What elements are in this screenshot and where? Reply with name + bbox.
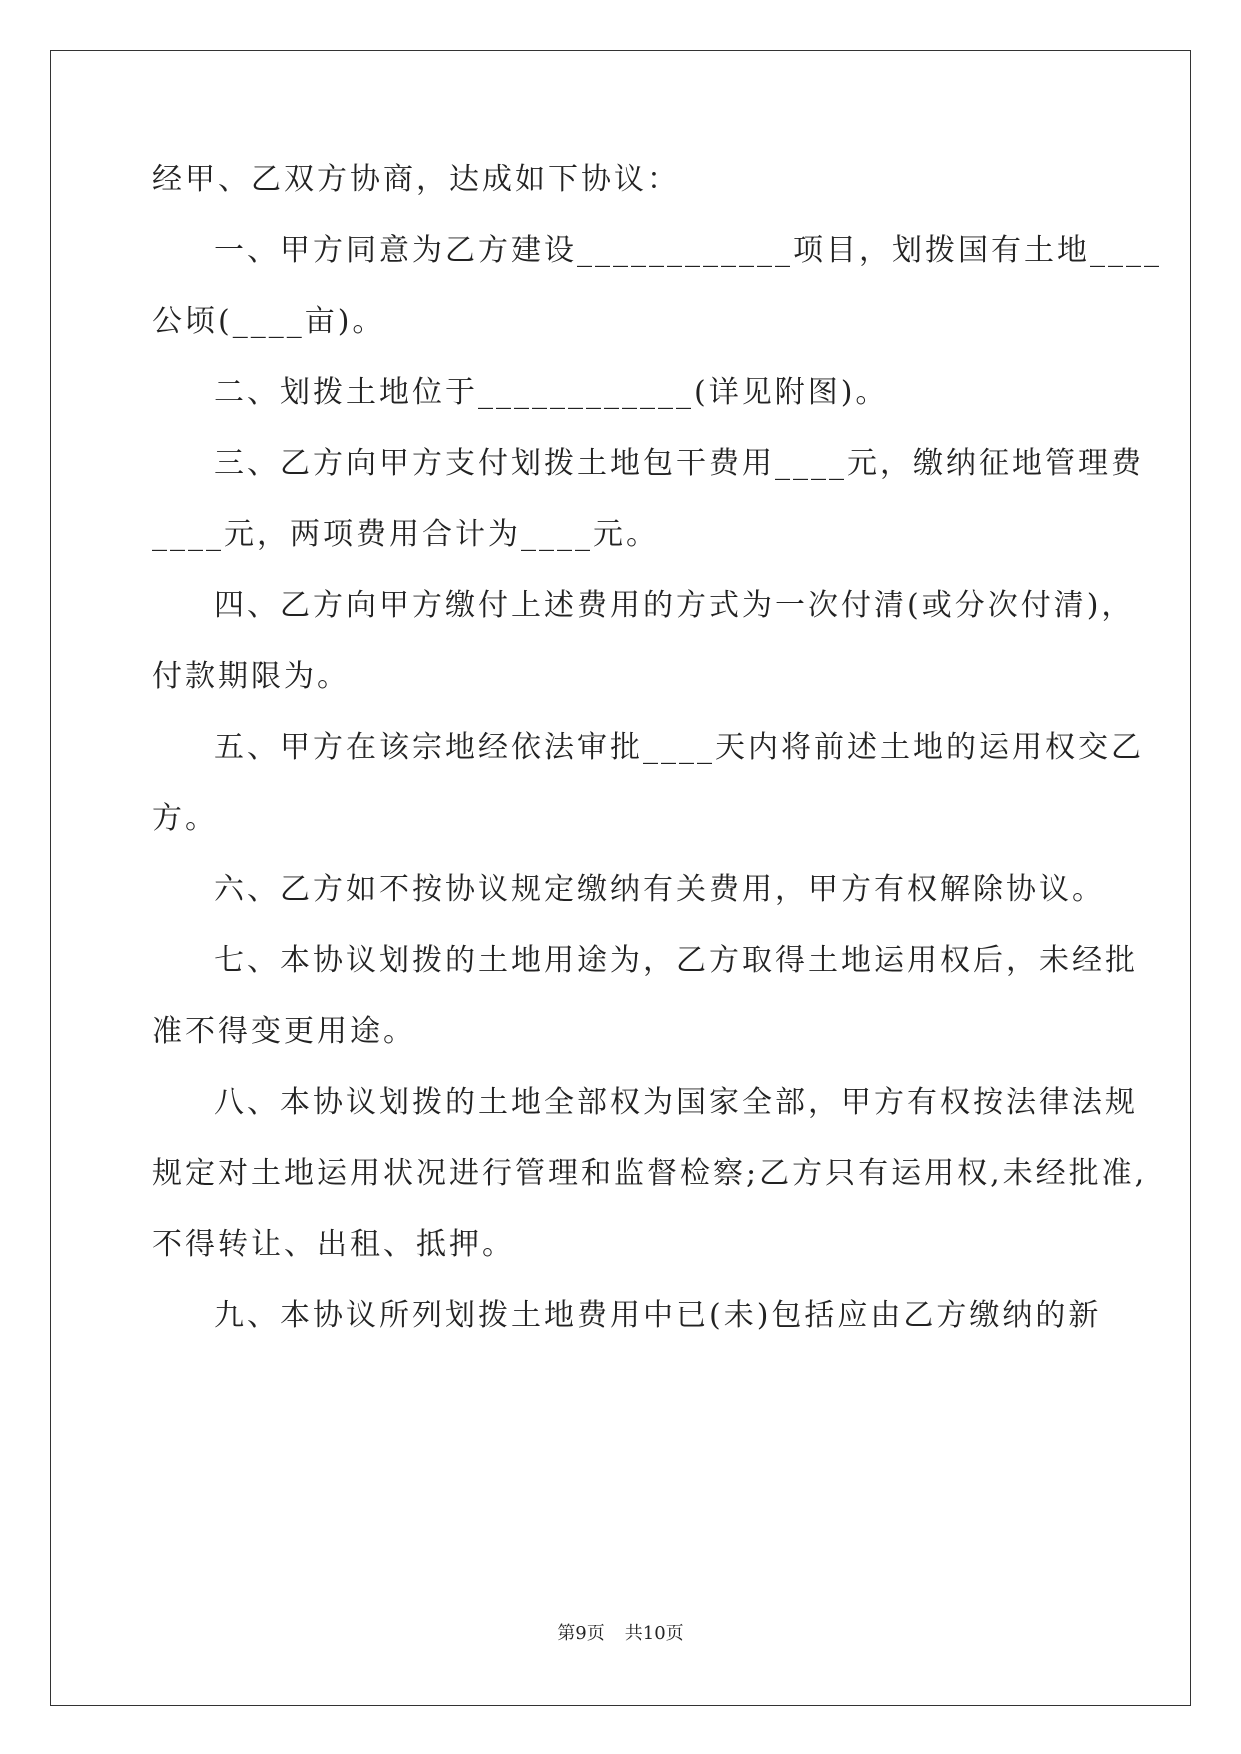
page-number: 第9页 [557,1623,605,1644]
paragraph-line: 付款期限为。 [152,659,350,694]
paragraph-line: 四、乙方向甲方缴付上述费用的方式为一次付清(或分次付清)， [214,588,1135,623]
page-footer [0,1622,1241,1646]
paragraph-line: 不得转让、出租、抵押。 [152,1227,515,1262]
paragraph-line: ____元，两项费用合计为____元。 [152,517,659,552]
paragraph-line: 规定对土地运用状况进行管理和监督检察;乙方只有运用权,未经批准, [152,1156,1148,1191]
paragraph-line: 五、甲方在该宗地经依法审批____天内将前述土地的运用权交乙 [214,730,1144,765]
paragraph-line: 六、乙方如不按协议规定缴纳有关费用，甲方有权解除协议。 [214,872,1105,907]
paragraph-line: 九、本协议所列划拨土地费用中已(未)包括应由乙方缴纳的新 [214,1298,1102,1333]
paragraph-line: 经甲、乙双方协商，达成如下协议： [152,162,680,197]
paragraph-line: 方。 [152,801,218,836]
total-pages: 共10页 [624,1623,684,1644]
paragraph-line: 七、本协议划拨的土地用途为，乙方取得土地运用权后，未经批 [214,943,1138,978]
paragraph-line: 八、本协议划拨的土地全部权为国家全部，甲方有权按法律法规 [214,1085,1138,1120]
paragraph-line: 公顷(____亩)。 [152,304,386,339]
paragraph-line: 二、划拨土地位于____________(详见附图)。 [214,375,889,410]
paragraph-line: 准不得变更用途。 [152,1014,416,1049]
paragraph-line: 一、甲方同意为乙方建设____________项目，划拨国有土地____ [214,233,1162,268]
paragraph-line: 三、乙方向甲方支付划拨土地包干费用____元，缴纳征地管理费 [214,446,1144,481]
